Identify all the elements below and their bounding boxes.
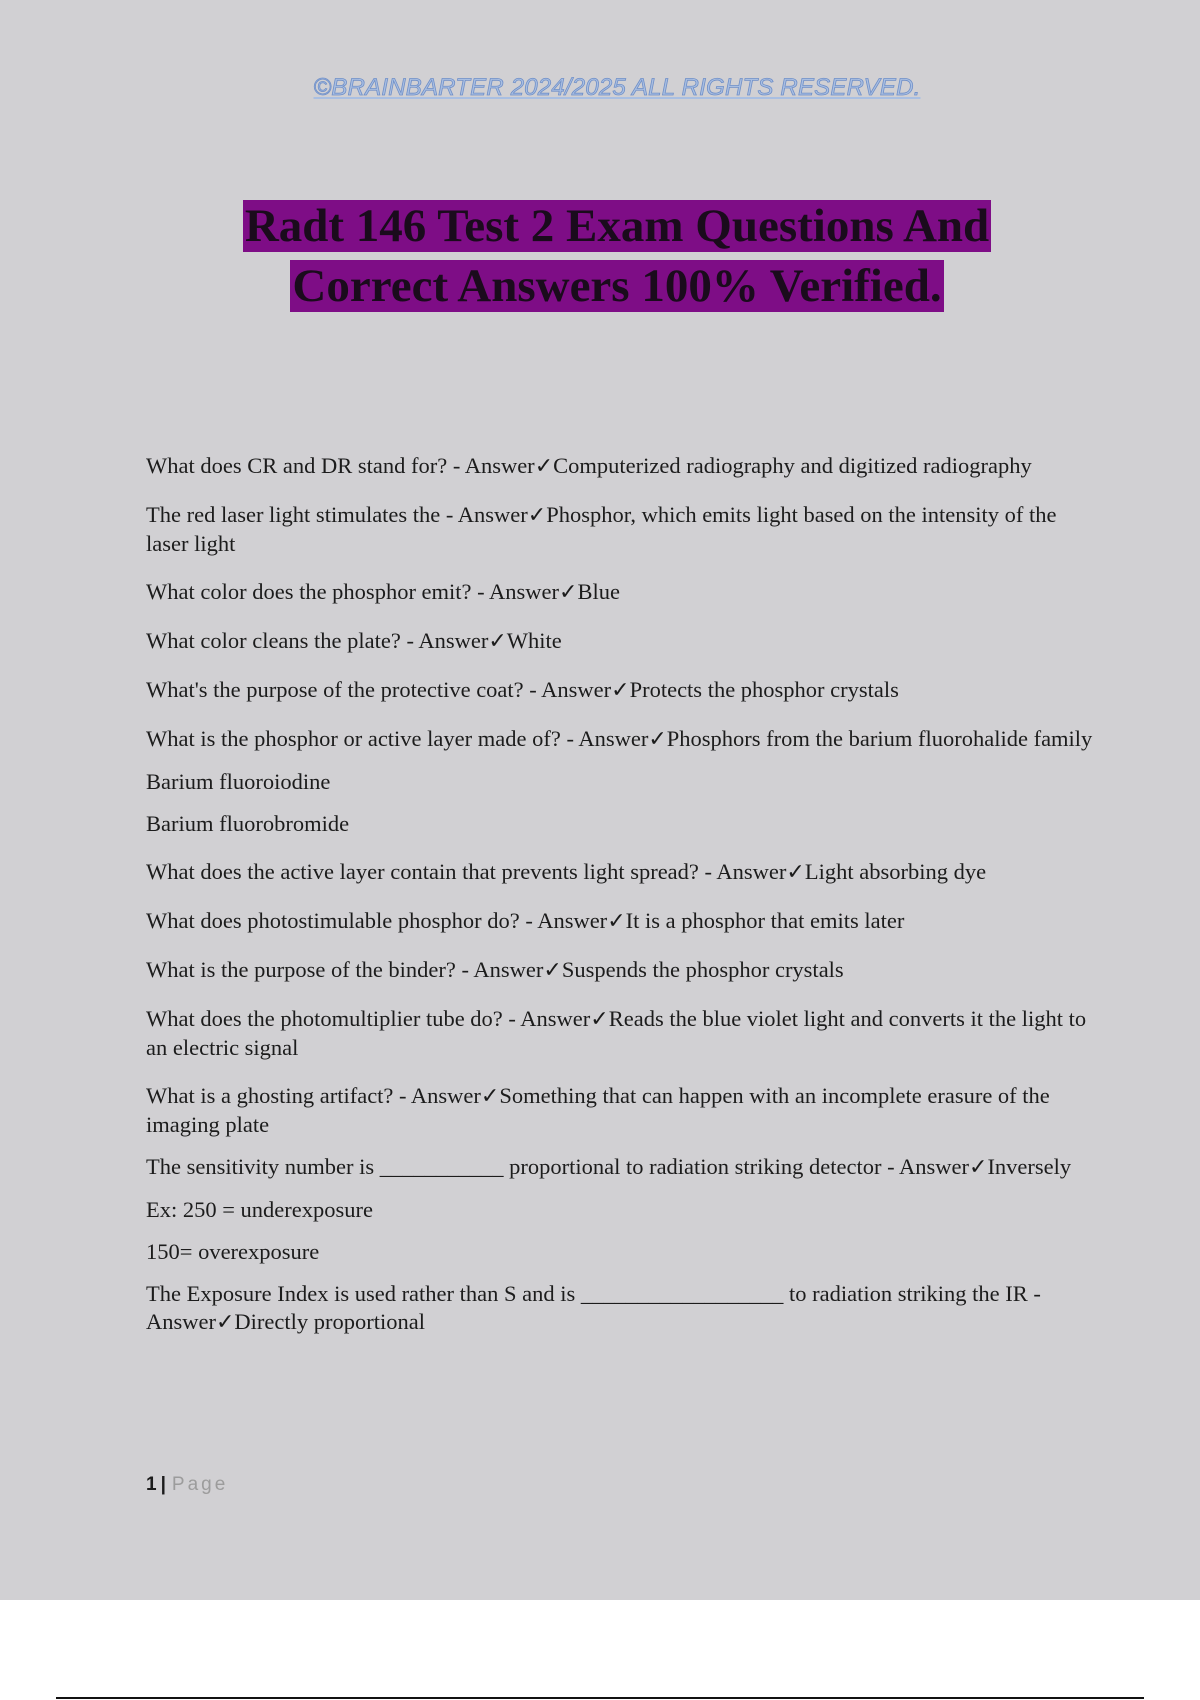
page-label: Page	[171, 1474, 229, 1495]
plain-line: 150= overexposure	[146, 1239, 320, 1264]
answer-text: Reads the blue violet light and converts it the light to an electric signal	[146, 1006, 1087, 1060]
question-text: The red laser light stimulates the - Answer	[146, 502, 528, 527]
answer-text: Computerized radiography and digitized radiography	[553, 453, 1032, 478]
answer-text: Protects the phosphor crystals	[629, 677, 899, 702]
check-icon: ✓	[786, 860, 805, 885]
check-icon: ✓	[648, 727, 667, 752]
answer-text: Phosphor, which emits light based on the intensity of the laser light	[146, 502, 1057, 556]
qa-item	[146, 627, 1096, 656]
question-text: What is a ghosting artifact? - Answer	[146, 1083, 481, 1108]
document-title	[0, 196, 1200, 316]
check-icon: ✓	[534, 454, 554, 479]
check-icon: ✓	[543, 958, 562, 983]
footer-separator: |	[160, 1474, 166, 1495]
qa-item	[146, 956, 1096, 985]
check-icon: ✓	[969, 1155, 988, 1180]
bottom-rule	[56, 1697, 1144, 1699]
qa-item	[146, 1153, 1096, 1182]
qa-item	[146, 1082, 1096, 1139]
check-icon: ✓	[590, 1007, 609, 1032]
copyright-watermark: ©BRAINBARTER 2024/2025 ALL RIGHTS RESERVED.	[313, 74, 921, 101]
check-icon: ✓	[527, 503, 547, 528]
question-text: What does photostimulable phosphor do? - Answer	[146, 908, 608, 933]
plain-line: Ex: 250 = underexposure	[146, 1197, 374, 1222]
answer-text: White	[506, 628, 562, 653]
qa-item	[146, 452, 1096, 481]
page-number: 1	[146, 1474, 157, 1495]
answer-text: Inversely	[987, 1154, 1072, 1179]
qa-item	[146, 907, 1096, 936]
check-icon: ✓	[611, 678, 630, 703]
answer-text: Blue	[577, 579, 620, 604]
qa-item	[146, 501, 1096, 558]
check-icon: ✓	[559, 580, 578, 605]
question-text: What does the active layer contain that prevents light spread? - Answer	[146, 859, 787, 884]
answer-text: Suspends the phosphor crystals	[561, 957, 844, 982]
qa-item	[146, 578, 1096, 607]
answer-text: Directly proportional	[234, 1309, 425, 1334]
question-text: What does the photomultiplier tube do? - Answer	[146, 1006, 591, 1031]
qa-item	[146, 858, 1096, 887]
check-icon: ✓	[607, 909, 626, 934]
answer-text: Phosphors from the barium fluorohalide family	[666, 726, 1093, 751]
question-text: What is the purpose of the binder? - Answer	[146, 957, 544, 982]
plain-line: Barium fluoroiodine	[146, 769, 331, 794]
question-text: The Exposure Index is used rather than S and is __________________ to radiation striking the IR - Answer	[146, 1281, 1041, 1334]
plain-line: Barium fluorobromide	[146, 811, 350, 836]
question-text: What's the purpose of the protective coat? - Answer	[146, 677, 612, 702]
check-icon: ✓	[480, 1084, 500, 1109]
qa-list	[146, 452, 1096, 1337]
qa-item	[146, 1280, 1096, 1337]
qa-item	[146, 676, 1096, 705]
qa-item	[146, 725, 1096, 754]
title-line-1: Radt 146 Test 2 Exam Questions And	[244, 200, 990, 252]
question-text: What color cleans the plate? - Answer	[146, 628, 489, 653]
title-line-2: Correct Answers 100% Verified.	[292, 260, 942, 312]
answer-text: It is a phosphor that emits later	[625, 908, 905, 933]
answer-text: Something that can happen with an incomplete erasure of the imaging plate	[146, 1083, 1050, 1137]
answer-text: Light absorbing dye	[804, 859, 987, 884]
question-text: What color does the phosphor emit? - Answer	[146, 579, 560, 604]
question-text: What is the phosphor or active layer made of? - Answer	[146, 726, 649, 751]
qa-item	[146, 1005, 1096, 1062]
check-icon: ✓	[488, 629, 507, 654]
question-text: The sensitivity number is ___________ proportional to radiation striking detector - Answer	[146, 1154, 969, 1179]
question-text: What does CR and DR stand for? - Answer	[146, 453, 535, 478]
page-footer	[146, 1474, 228, 1496]
check-icon: ✓	[215, 1310, 235, 1335]
